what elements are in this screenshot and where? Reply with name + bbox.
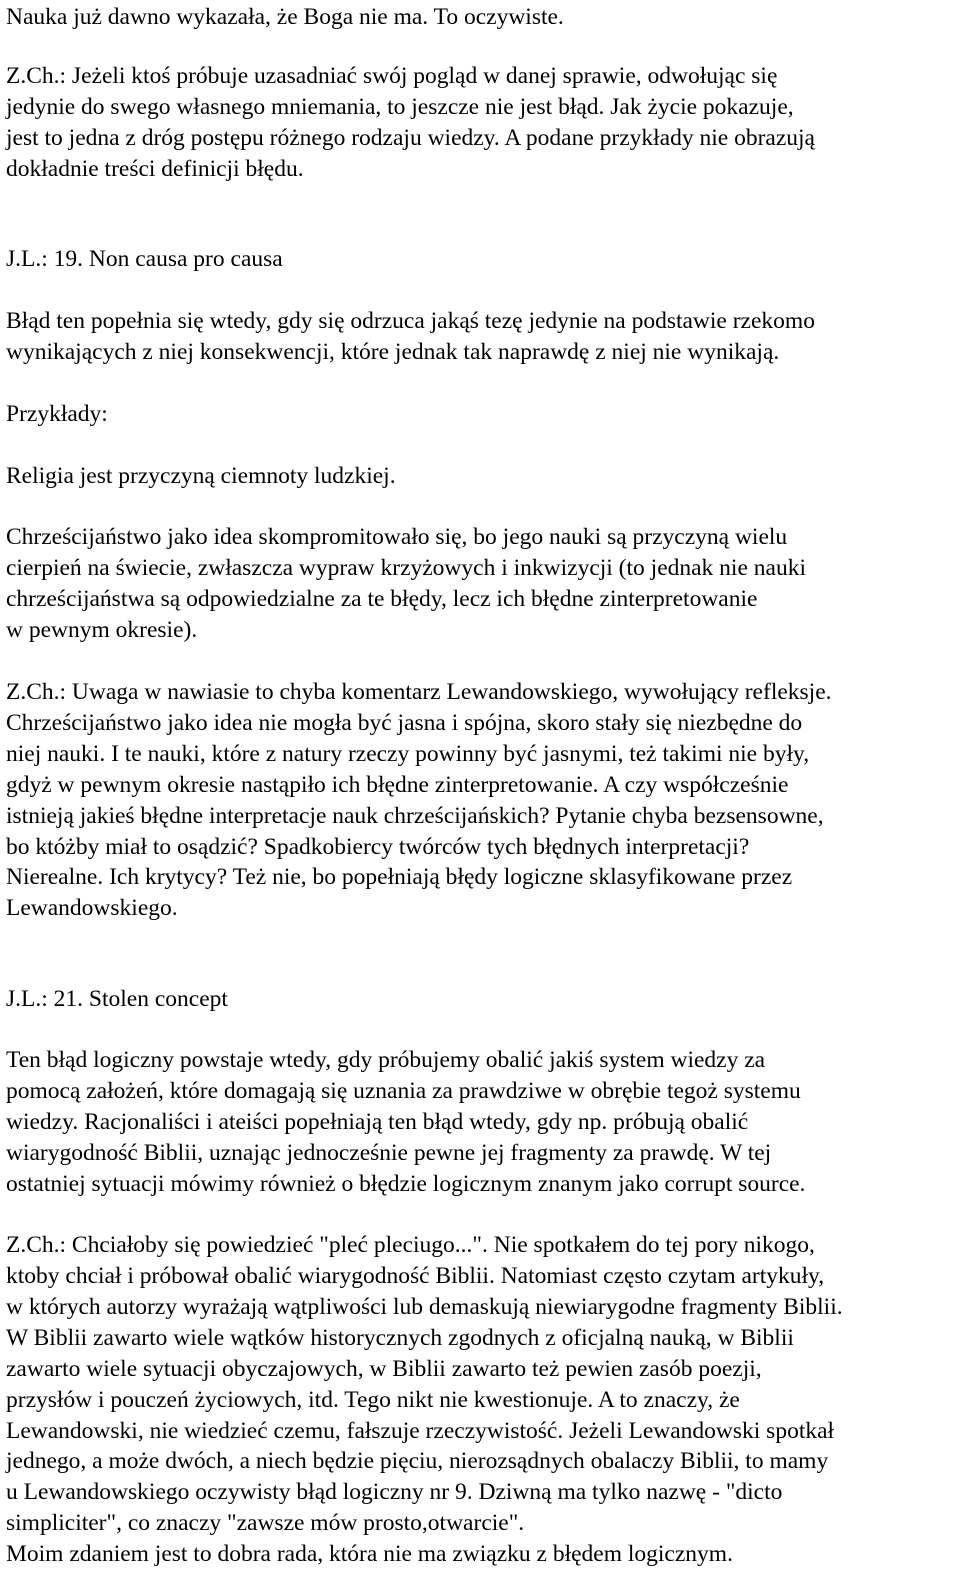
text-line: jednego, a może dwóch, a niech będzie pięciu, nierozsądnych obalaczy Biblii, to mamy (6, 1448, 829, 1474)
text-line: Ten błąd logiczny powstaje wtedy, gdy próbujemy obalić jakiś system wiedzy za (6, 1047, 766, 1073)
text-line: Lewandowskiego. (6, 895, 178, 921)
text-line: ktoby chciał i próbował obalić wiarygodność Biblii. Natomiast często czytam artykuły, (6, 1263, 825, 1289)
text-line: Z.Ch.: Chciałoby się powiedzieć "pleć pleciugo...". Nie spotkałem do tej pory nikogo, (6, 1232, 815, 1258)
text-line: w których autorzy wyrażają wątpliwości lub demaskują niewiarygodne fragmenty Biblii. (6, 1294, 843, 1320)
text-line: Chrześcijaństwo jako idea nie mogła być jasna i spójna, skoro stały się niezbędne do (6, 710, 803, 736)
text-line: jedynie do swego własnego mniemania, to jeszcze nie jest błąd. Jak życie pokazuje, (6, 94, 794, 120)
text-line: zawarto wiele sytuacji obyczajowych, w Biblii zawarto też pewien zasób poezji, (6, 1356, 762, 1382)
text-line: Nierealne. Ich krytycy? Też nie, bo popełniają błędy logiczne sklasyfikowane przez (6, 864, 793, 890)
text-line: Religia jest przyczyną ciemnoty ludzkiej. (6, 463, 396, 489)
text-line: pomocą założeń, które domagają się uznania za prawdziwe w obrębie tegoż systemu (6, 1078, 801, 1104)
text-line: niej nauki. I te nauki, które z natury rzeczy powinny być jasnymi, też takimi nie były, (6, 741, 810, 767)
text-line: Z.Ch.: Jeżeli ktoś próbuje uzasadniać swój pogląd w danej sprawie, odwołując się (6, 63, 778, 89)
text-line: cierpień na świecie, zwłaszcza wypraw krzyżowych i inkwizycji (to jednak nie nauki (6, 555, 806, 581)
text-line: Błąd ten popełnia się wtedy, gdy się odrzuca jakąś tezę jedynie na podstawie rzekomo (6, 308, 815, 334)
text-line: dokładnie treści definicji błędu. (6, 156, 304, 182)
text-line: wiarygodność Biblii, uznając jednocześnie pewne jej fragmenty za prawdę. W tej (6, 1140, 772, 1166)
text-line: Chrześcijaństwo jako idea skompromitowało się, bo jego nauki są przyczyną wielu (6, 524, 788, 550)
text-line: Przykłady: (6, 401, 108, 427)
text-line: jest to jedna z dróg postępu różnego rodzaju wiedzy. A podane przykłady nie obrazują (6, 125, 815, 151)
text-line: bo któżby miał to osądzić? Spadkobiercy twórców tych błędnych interpretacji? (6, 834, 750, 860)
text-line: Lewandowski, nie wiedzieć czemu, fałszuje rzeczywistość. Jeżeli Lewandowski spotkał (6, 1418, 835, 1444)
text-line: simpliciter", co znaczy "zawsze mów prosto,otwarcie". (6, 1510, 525, 1536)
text-line: Z.Ch.: Uwaga w nawiasie to chyba komentarz Lewandowskiego, wywołujący refleksje. (6, 679, 832, 705)
text-line: Nauka już dawno wykazała, że Boga nie ma. To oczywiste. (6, 4, 564, 30)
text-line: ostatniej sytuacji mówimy również o błędzie logicznym znanym jako corrupt source. (6, 1171, 806, 1197)
section-heading: J.L.: 21. Stolen concept (6, 986, 228, 1012)
text-line: chrześcijaństwa są odpowiedzialne za te błędy, lecz ich błędne zinterpretowanie (6, 586, 758, 612)
section-heading: J.L.: 19. Non causa pro causa (6, 246, 283, 272)
text-line: gdyż w pewnym okresie nastąpiło ich błędne zinterpretowanie. A czy współcześnie (6, 772, 789, 798)
text-line: Moim zdaniem jest to dobra rada, która nie ma związku z błędem logicznym. (6, 1541, 733, 1567)
text-line: W Biblii zawarto wiele wątków historycznych zgodnych z oficjalną nauką, w Biblii (6, 1325, 794, 1351)
text-line: istnieją jakieś błędne interpretacje nauk chrześcijańskich? Pytanie chyba bezsensowne, (6, 803, 824, 829)
text-line: wynikających z niej konsekwencji, które jednak tak naprawdę z niej nie wynikają. (6, 339, 780, 365)
text-line: przysłów i pouczeń życiowych, itd. Tego nikt nie kwestionuje. A to znaczy, że (6, 1387, 740, 1413)
text-line: w pewnym okresie). (6, 617, 198, 643)
text-line: u Lewandowskiego oczywisty błąd logiczny nr 9. Dziwną ma tylko nazwę - "dicto (6, 1479, 783, 1505)
text-line: wiedzy. Racjonaliści i ateiści popełniają ten błąd wtedy, gdy np. próbują obalić (6, 1109, 749, 1135)
